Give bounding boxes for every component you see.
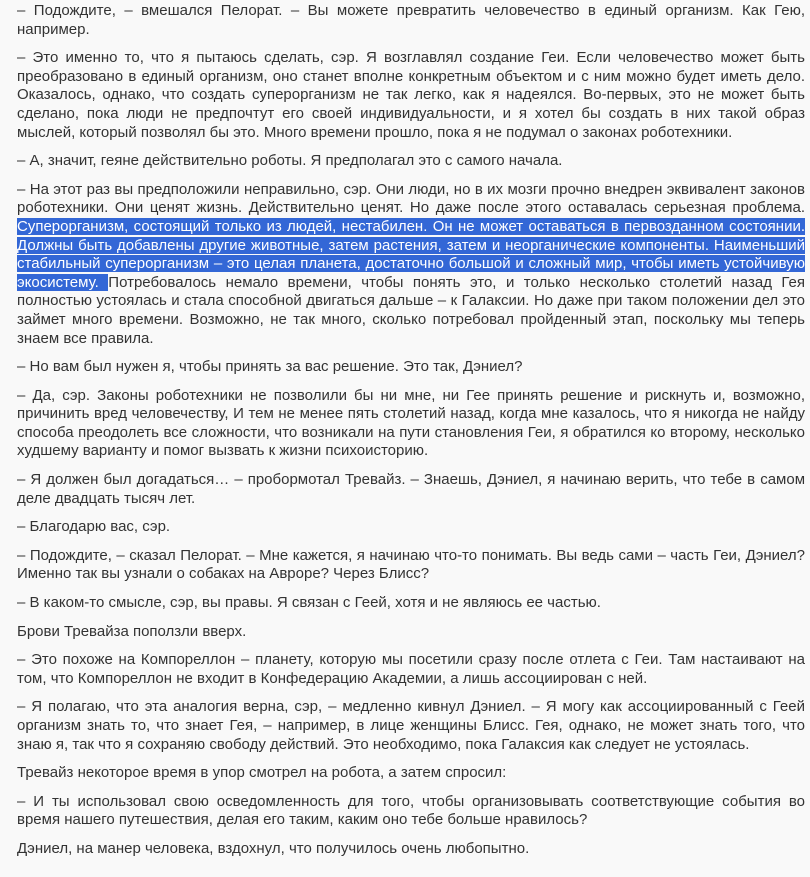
paragraph-text: – На этот раз вы предположили неправильно, сэр. Они люди, но в их мозги прочно внедрен эквивалент законов роботехники. Они ценят жизнь. Действительно ценят. Но даже после этого оставалась серьезная проблема.	[17, 180, 805, 217]
paragraph: – Но вам был нужен я, чтобы принять за вас решение. Это так, Дэниел?	[17, 358, 523, 376]
paragraph: Брови Тревайза поползли вверх.	[17, 622, 247, 640]
paragraph: – Благодарю вас, сэр.	[17, 518, 171, 536]
paragraph: – В каком-то смысле, сэр, вы правы. Я связан с Геей, хотя и не являюсь ее частью.	[17, 594, 601, 612]
paragraph: – Я полагаю, что эта аналогия верна, сэр, – медленно кивнул Дэниел. – Я могу как ассоциированный с Геей организм знать то, что знает Гея, – например, в лице женщины Блисс. Гея, однако, не может знать того, что знаю я, так что я сохраняю свободу действий. Это необходимо, пока Галаксия как следует не устоялась.	[17, 698, 805, 753]
paragraph: – А, значит, геяне действительно роботы. Я предполагал это с самого начала.	[17, 152, 563, 170]
paragraph: – Подождите, – вмешался Пелорат. – Вы можете превратить человечество в единый организм. Как Гею, например.	[17, 2, 805, 38]
paragraph-text: Потребовалось немало времени, чтобы понять это, и только несколько столетий назад Гея полностью устоялась и стала способной двигаться дальше – к Галаксии. Но даже при таком положении дел это займет много времени. Возможно, не так много, сколько потребовал пройденный этап, поскольку мы теперь знаем все правила.	[17, 273, 805, 347]
paragraph: – Я должен был догадаться… – пробормотал Тревайз. – Знаешь, Дэниел, я начинаю верить, что тебе в самом деле двадцать тысяч лет.	[17, 471, 805, 507]
paragraph: – Это похоже на Компореллон – планету, которую мы посетили сразу после отлета с Геи. Там настаивают на том, что Компореллон не входит в Конфедерацию Академии, а лишь ассоциирован с ней.	[17, 651, 805, 687]
paragraph-with-selection	[17, 181, 805, 348]
paragraph: – И ты использовал свою осведомленность для того, чтобы организовывать соответствующие события во время нашего путешествия, делая его таким, каким оно тебе больше нравилось?	[17, 792, 805, 829]
paragraph: – Да, сэр. Законы роботехники не позволили бы ни мне, ни Гее принять решение и рискнуть и, возможно, причинить вред человечеству, И тем не менее пять столетий назад, когда мне казалось, что я никогда не найду способа преодолеть все сложности, что возникали на пути становления Геи, я обратился ко второму, несколько худшему варианту и помог вызвать к жизни психоисторию.	[17, 386, 805, 460]
paragraph: – Подождите, – сказал Пелорат. – Мне кажется, я начинаю что-то понимать. Вы ведь сами – часть Геи, Дэниел? Именно так вы узнали о собаках на Авроре? Через Блисс?	[17, 546, 805, 583]
paragraph: – Это именно то, что я пытаюсь сделать, сэр. Я возглавлял создание Геи. Если человечество может быть преобразовано в единый организм, оно станет вполне конкретным объектом и с ним можно будет иметь дело. Оказалось, однако, что создать суперорганизм не так легко, как я надеялся. Во-первых, это не может быть сделано, пока люди не предпочтут его своей индивидуальности, и я хотел бы создать в них такой образ мыслей, который позволял бы это. Много времени прошло, пока я не подумал о законах роботехники.	[17, 49, 805, 141]
paragraph: Дэниел, на манер человека, вздохнул, что получилось очень любопытно.	[17, 839, 530, 857]
paragraph: Тревайз некоторое время в упор смотрел на робота, а затем спросил:	[17, 764, 507, 782]
selected-text[interactable]: Суперорганизм, состоящий только из людей, нестабилен. Он не может оставаться в первозданном состоянии. Должны быть добавлены другие животные, затем растения, затем и неорганические компоненты. Наименьший стабильный суперорганизм – это целая планета, достаточно большой и сложный мир, чтобы иметь устойчивую экосистему.	[17, 217, 805, 291]
